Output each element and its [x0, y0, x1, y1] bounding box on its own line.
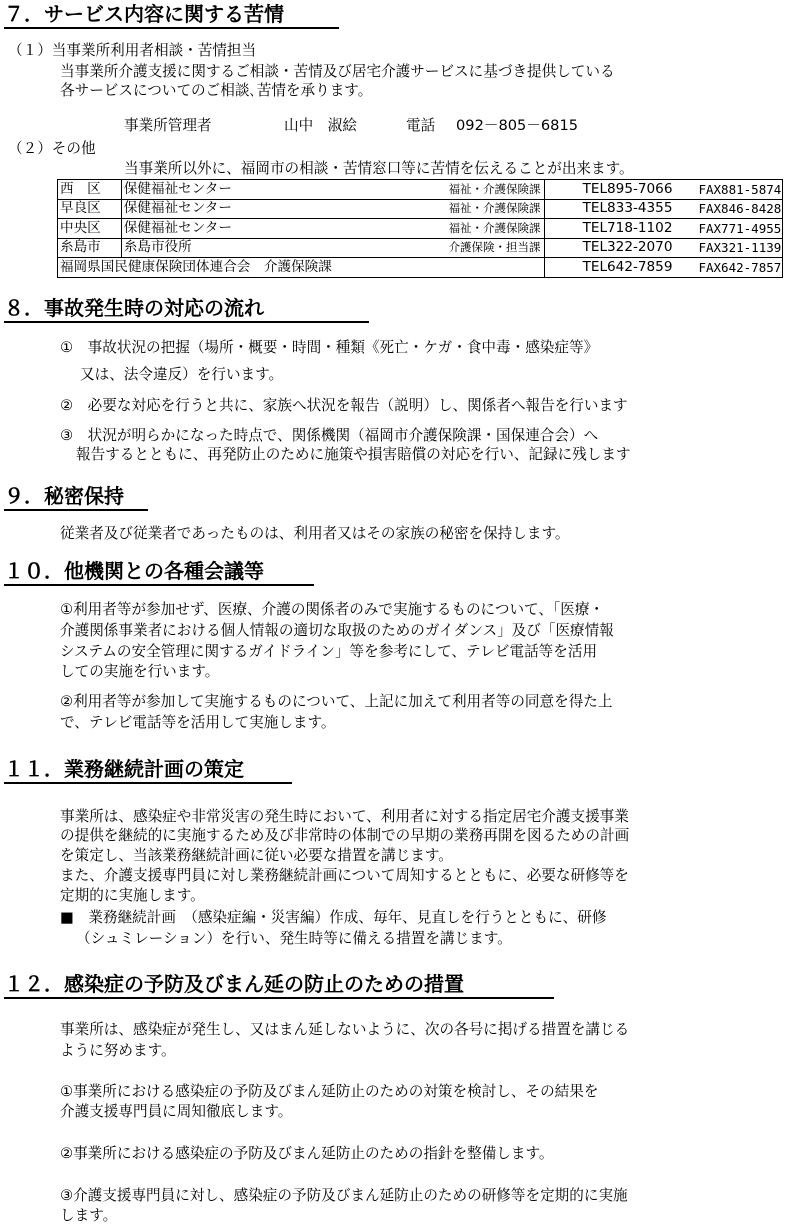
section-8-heading: ８．事故発生時の対応の流れ	[4, 296, 369, 323]
section-12-intro-line2: ように努めます。	[60, 1042, 176, 1059]
section-8-item2: ② 必要な対応を行うと共に、家族へ状況を報告（説明）し、関係者へ報告を行います	[60, 397, 628, 414]
office-cell: 保健福祉センター	[121, 219, 302, 239]
tel-cell: TEL718-1102	[544, 219, 672, 239]
ward-cell: 糸島市	[58, 238, 122, 258]
section-7-heading: ７．サービス内容に関する苦情	[4, 2, 339, 29]
dept-cell: 福祉・介護保険課	[303, 199, 545, 219]
section-12-measure3-line1: ③介護支援専門員に対し、感染症の予防及びまん延防止のための研修等を定期的に実施	[60, 1187, 628, 1204]
phone-number: 092－805－6815	[456, 117, 579, 134]
section-11-bullet-line2: （シュミレーション）を行い、発生時等に備える措置を講じます。	[76, 930, 512, 947]
section-10-p2-line1: ②利用者等が参加して実施するものについて、上記に加えて利用者等の同意を得た上	[60, 693, 613, 710]
dept-cell: 福祉・介護保険課	[303, 180, 545, 200]
ward-cell: 中央区	[58, 219, 122, 239]
section-11-line5: 定期的に実施します。	[60, 887, 205, 904]
table-row	[58, 199, 783, 219]
section-8-item1-line1: ① 事故状況の把握（場所・概要・時間・種類《死亡・ケガ・食中毒・感染症等》	[60, 339, 599, 356]
section-11-line1: 事業所は、感染症や非常災害の発生時において、利用者に対する指定居宅介護支援事業	[60, 808, 629, 825]
section-12-heading: １２．感染症の予防及びまん延の防止のための措置	[4, 972, 554, 999]
section-7-sub1-line2: 各サービスについてのご相談､苦情を承ります。	[60, 82, 373, 99]
table-row	[58, 258, 783, 278]
phone-label: 電話	[406, 117, 436, 134]
section-11-line4: また、介護支援専門員に対し業務継続計画について周知するとともに、必要な研修等を	[60, 867, 629, 884]
section-10-heading: １０．他機関との各種会議等	[4, 559, 314, 586]
section-11-heading: １１．業務継続計画の策定	[4, 757, 292, 784]
section-10-p1-line3: システムの安全管理に関するガイドライン」等を参考にして、テレビ電話等を活用	[60, 643, 598, 660]
dept-cell: 介護保険・担当課	[303, 238, 545, 258]
office-cell: 保健福祉センター	[121, 180, 302, 200]
federation-cell: 福岡県国民健康保険団体連合会 介護保険課	[58, 258, 545, 278]
section-7-sub2-label: （２）その他	[8, 140, 96, 157]
section-8-item3-line2: 報告するとともに、再発防止のために施策や損害賠償の対応を行い、記録に残します	[76, 446, 631, 463]
section-8-item3-line1: ③ 状況が明らかになった時点で、関係機関（福岡市介護保険課・国保連合会）へ	[60, 427, 599, 444]
section-7-sub2-intro: 当事業所以外に、福岡市の相談・苦情窓口等に苦情を伝えることが出来ます。	[124, 160, 634, 177]
section-12-measure3-line2: します。	[60, 1207, 118, 1224]
fax-cell: FAX846-8428	[672, 199, 782, 219]
fax-cell: FAX771-4955	[672, 219, 782, 239]
section-11-line3: を策定し、当該業務継続計画に従い必要な措置を講じます。	[60, 847, 453, 864]
section-12-intro-line1: 事業所は、感染症が発生し、又はまん延しないように、次の各号に掲げる措置を講じる	[60, 1021, 630, 1038]
section-12-measure2: ②事業所における感染症の予防及びまん延防止のための指針を整備します。	[60, 1145, 554, 1162]
section-8-item1-line2: 又は、法令違反）を行います。	[80, 366, 284, 383]
table-row	[58, 180, 783, 200]
tel-cell: TEL322-2070	[544, 238, 672, 258]
section-7-sub1-label: （１）当事業所利用者相談・苦情担当	[8, 42, 257, 59]
section-12-measure1-line1: ①事業所における感染症の予防及びまん延防止のための対策を検討し、その結果を	[60, 1083, 599, 1100]
table-row	[58, 238, 783, 258]
office-cell: 保健福祉センター	[121, 199, 302, 219]
section-11-line2: の提供を継続的に実施するため及び非常時の体制での早期の業務再開を図るための計画	[60, 827, 630, 844]
section-10-p2-line2: で、テレビ電話等を活用して実施します。	[60, 714, 336, 731]
table-row	[58, 219, 783, 239]
section-7-sub1-line1: 当事業所介護支援に関するご相談・苦情及び居宅介護サービスに基づき提供している	[60, 63, 615, 80]
section-9-body: 従業者及び従業者であったものは、利用者又はその家族の秘密を保持します。	[60, 525, 570, 542]
section-10-p1-line4: しての実施を行います。	[60, 663, 220, 680]
manager-name: 山中 淑絵	[284, 117, 357, 134]
ward-cell: 早良区	[58, 199, 122, 219]
section-12-measure1-line2: 介護支援専門員に周知徹底します。	[60, 1103, 293, 1120]
section-10-p1-line1: ①利用者等が参加せず、医療、介護の関係者のみで実施するものについて、「医療・	[60, 601, 605, 618]
ward-cell: 西 区	[58, 180, 122, 200]
fax-cell: FAX881-5874	[672, 180, 782, 200]
fax-cell: FAX321-1139	[672, 238, 782, 258]
manager-label: 事業所管理者	[124, 117, 212, 134]
complaint-contacts-table	[57, 179, 783, 278]
section-11-bullet-line1: ■ 業務継続計画 （感染症編・災害編）作成、毎年、見直しを行うとともに、研修	[60, 909, 607, 926]
fax-cell: FAX642-7857	[672, 258, 782, 278]
dept-cell: 福祉・介護保険課	[303, 219, 545, 239]
tel-cell: TEL895-7066	[544, 180, 672, 200]
section-9-heading: ９．秘密保持	[4, 484, 148, 511]
office-cell: 糸島市役所	[121, 238, 302, 258]
tel-cell: TEL833-4355	[544, 199, 672, 219]
tel-cell: TEL642-7859	[544, 258, 672, 278]
section-10-p1-line2: 介護関係事業者における個人情報の適切な取扱のためのガイダンス」及び「医療情報	[60, 622, 614, 639]
